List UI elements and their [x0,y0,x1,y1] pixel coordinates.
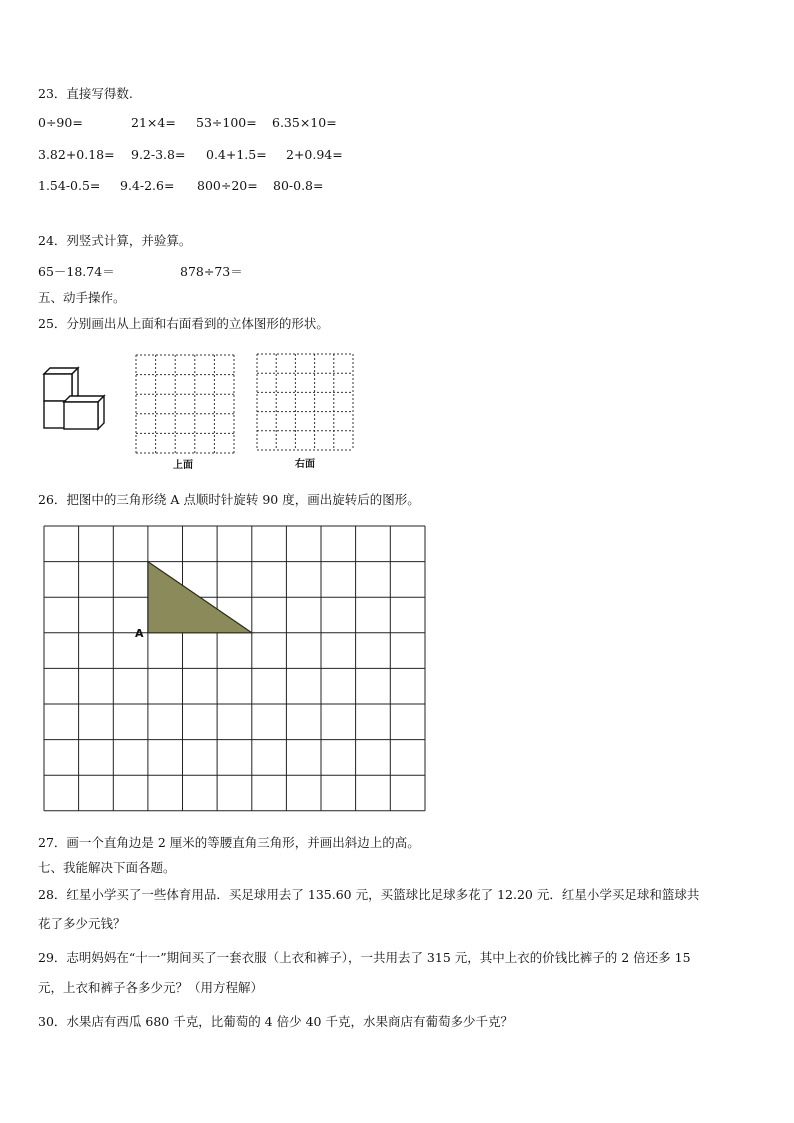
rotation-grid [43,525,427,815]
q23-r1-c1: 0÷90= [38,115,83,130]
q23-r2-c2: 9.2-3.8= [131,147,186,162]
section-5-title: 五、动手操作。 [38,290,126,305]
q23-r3-c1: 1.54-0.5= [38,178,101,193]
q29-line2: 元，上衣和裤子各多少元？（用方程解） [38,980,264,995]
point-a-label: A [135,627,144,640]
cube-stack-figure [40,365,110,435]
q23-r2-c3: 0.4+1.5= [206,147,267,162]
q24-title: 24．列竖式计算，并验算。 [38,233,192,248]
q27-title: 27．画一个直角边是 2 厘米的等腰直角三角形，并画出斜边上的高。 [38,835,420,850]
q24-expr-divide: 878÷73＝ [180,264,243,279]
q23-r2-c1: 3.82+0.18= [38,147,115,162]
q28-line2: 花了多少元钱？ [38,916,126,931]
q23-r1-c2: 21×4= [131,115,176,130]
q23-r2-c4: 2+0.94= [286,147,343,162]
q25-title: 25．分别画出从上面和右面看到的立体图形的形状。 [38,316,329,331]
q23-r3-c2: 9.4-2.6= [120,178,175,193]
section-7-title: 七、我能解决下面各题。 [38,860,176,875]
q23-title: 23．直接写得数. [38,86,133,101]
q26-title: 26．把图中的三角形绕 A 点顺时针旋转 90 度，画出旋转后的图形。 [38,492,420,507]
top-view-dotted-grid [135,354,235,454]
q23-r3-c4: 80-0.8= [273,178,324,193]
q23-r1-c3: 53÷100= [196,115,257,130]
q24-expr-subtract: 65－18.74＝ [38,264,115,279]
q28-line1: 28．红星小学买了一些体育用品．买足球用去了 135.60 元，买篮球比足球多花了 12.20 元．红星小学买足球和篮球共 [38,887,700,902]
right-view-caption: 右面 [295,459,315,470]
q29-line1: 29．志明妈妈在“十一”期间买了一套衣服（上衣和裤子），一共用去了 315 元，其中上衣的价钱比裤子的 2 倍还多 15 [38,950,691,965]
q23-r1-c4: 6.35×10= [272,115,337,130]
top-view-caption: 上面 [173,460,193,471]
right-view-dotted-grid [256,353,354,451]
q23-r3-c3: 800÷20= [197,178,258,193]
q30-title: 30．水果店有西瓜 680 千克，比葡萄的 4 倍少 40 千克，水果商店有葡萄多少千克？ [38,1014,513,1029]
